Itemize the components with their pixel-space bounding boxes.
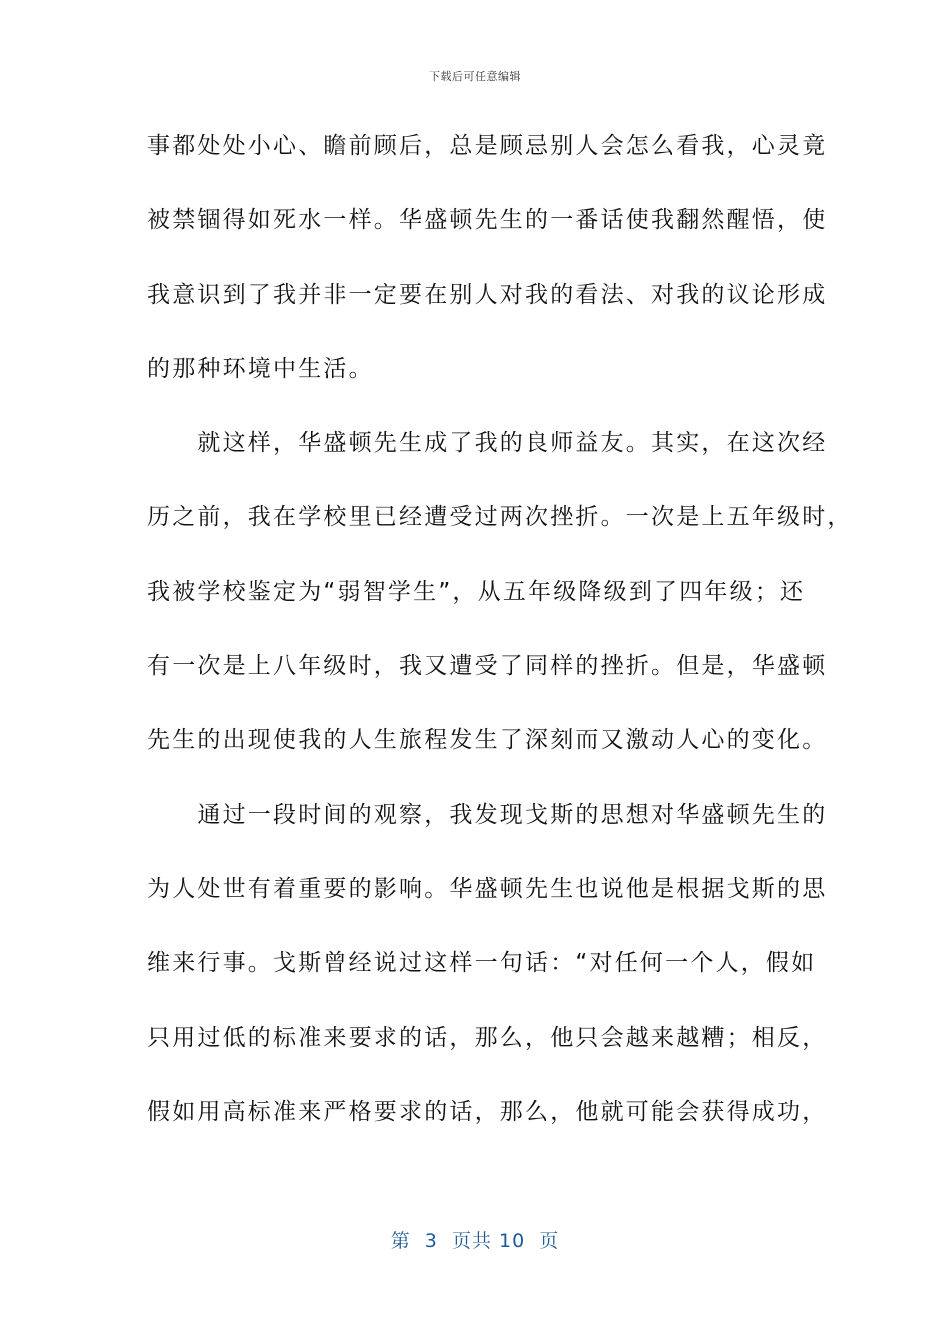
page-number-footer: 第 3 页共 10 页 — [390, 1230, 560, 1252]
text-line: 只用过低的标准来要求的话，那么，他只会越来越糟；相反， — [147, 1024, 828, 1051]
text-line: 就这样，华盛顿先生成了我的良师益友。其实，在这次经 — [147, 430, 828, 457]
body-text — [147, 122, 853, 1162]
page-header: 下载后可任意编辑 — [429, 70, 521, 83]
text-line: 通过一段时间的观察，我发现戈斯的思想对华盛顿先生的 — [147, 801, 828, 828]
text-line: 维来行事。戈斯曾经说过这样一句话：“对任何一个人，假如 — [147, 950, 817, 977]
text-line: 我被学校鉴定为“弱智学生”，从五年级降级到了四年级；还 — [147, 578, 806, 605]
text-line: 的那种环境中生活。 — [147, 355, 374, 382]
text-line: 历之前，我在学校里已经遭受过两次挫折。一次是上五年级时， — [147, 504, 853, 531]
text-line: 假如用高标准来严格要求的话，那么，他就可能会获得成功， — [147, 1098, 828, 1125]
text-line: 有一次是上八年级时，我又遭受了同样的挫折。但是，华盛顿 — [147, 653, 828, 680]
text-line: 事都处处小心、瞻前顾后，总是顾忌别人会怎么看我，心灵竟 — [147, 133, 828, 159]
text-line: 为人处世有着重要的影响。华盛顿先生也说他是根据戈斯的思 — [147, 875, 828, 902]
text-line: 我意识到了我并非一定要在别人对我的看法、对我的议论形成 — [147, 281, 828, 308]
text-line: 先生的出现使我的人生旅程发生了深刻而又激动人心的变化。 — [147, 727, 828, 754]
text-line: 被禁锢得如死水一样。华盛顿先生的一番话使我翻然醒悟，使 — [147, 207, 828, 234]
